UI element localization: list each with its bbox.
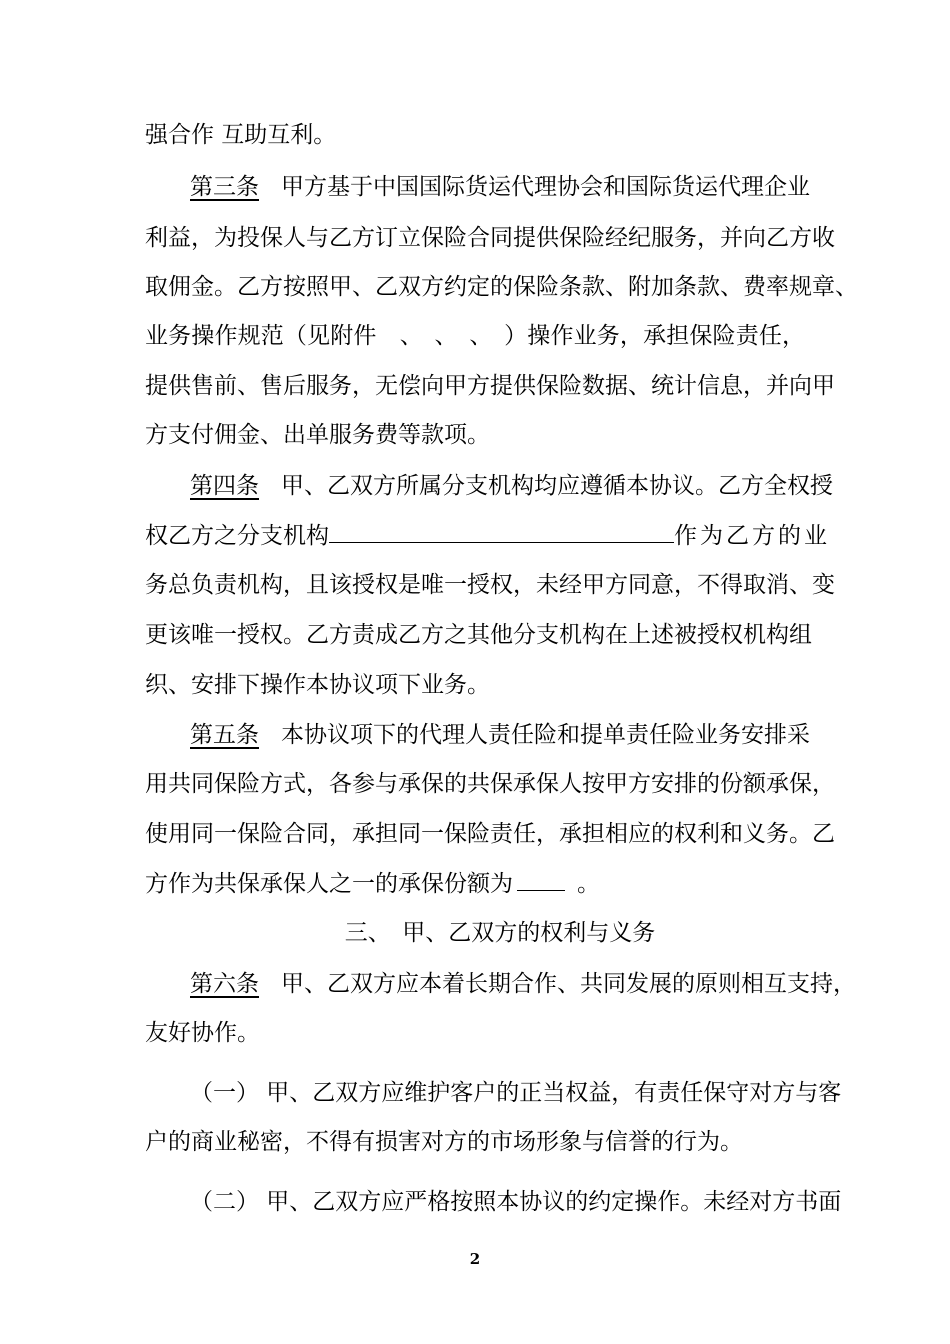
article-4-line-2: 权乙方之分支机构 作为乙方的业 — [145, 523, 830, 549]
share-blank[interactable] — [517, 870, 565, 891]
text-line: 织、安排下操作本协议项下业务。 — [145, 672, 490, 698]
text-line: 务总负责机构，且该授权是唯一授权，未经甲方同意，不得取消、变 — [145, 572, 835, 598]
section-heading: 三、 甲、乙双方的权利与义务 — [344, 920, 656, 946]
article-3-label: 第三条 — [190, 174, 259, 200]
article-5-label: 第五条 — [190, 722, 259, 748]
text-line: 方支付佣金、出单服务费等款项。 — [145, 422, 490, 448]
article-5-line-4: 方作为共保承保人之一的承保份额为 。 — [145, 871, 600, 897]
text-line: 利益，为投保人与乙方订立保险合同提供保险经纪服务，并向乙方收 — [145, 225, 835, 251]
text-line: 户的商业秘密，不得有损害对方的市场形象与信誉的行为。 — [145, 1129, 743, 1155]
article-4-line-1: 第四条 甲、乙双方所属分支机构均应遵循本协议。乙方全权授 — [190, 473, 833, 499]
text-line: 业务操作规范（见附件 、 、 、 ）操作业务，承担保险责任， — [145, 323, 805, 349]
text-line: 更该唯一授权。乙方责成乙方之其他分支机构在上述被授权机构组 — [145, 622, 812, 648]
text-line: 使用同一保险合同，承担同一保险责任，承担相应的权利和义务。乙 — [145, 821, 835, 847]
text-line: 强合作 互助互利。 — [145, 122, 337, 148]
article-5-line-1: 第五条 本协议项下的代理人责任险和提单责任险业务安排采 — [190, 722, 810, 748]
text-line: 提供售前、售后服务，无偿向甲方提供保险数据、统计信息，并向甲 — [145, 373, 835, 399]
text-line: 友好协作。 — [145, 1020, 260, 1046]
article-6-line-1: 第六条 甲、乙双方应本着长期合作、共同发展的原则相互支持， — [190, 971, 856, 997]
item-1-line-1: （一） 甲、乙双方应维护客户的正当权益，有责任保守对方与客 — [190, 1080, 842, 1106]
item-2-line-1: （二） 甲、乙双方应严格按照本协议的约定操作。未经对方书面 — [190, 1189, 842, 1215]
text-line: 取佣金。乙方按照甲、乙双方约定的保险条款、附加条款、费率规章、 — [145, 274, 858, 300]
branch-name-blank[interactable] — [329, 522, 674, 543]
text-line: 用共同保险方式，各参与承保的共保承保人按甲方安排的份额承保， — [145, 771, 835, 797]
article-6-label: 第六条 — [190, 971, 259, 997]
article-3-line-1: 第三条 甲方基于中国国际货运代理协会和国际货运代理企业 — [190, 174, 810, 200]
page-number: 2 — [469, 1250, 481, 1268]
article-4-label: 第四条 — [190, 473, 259, 499]
